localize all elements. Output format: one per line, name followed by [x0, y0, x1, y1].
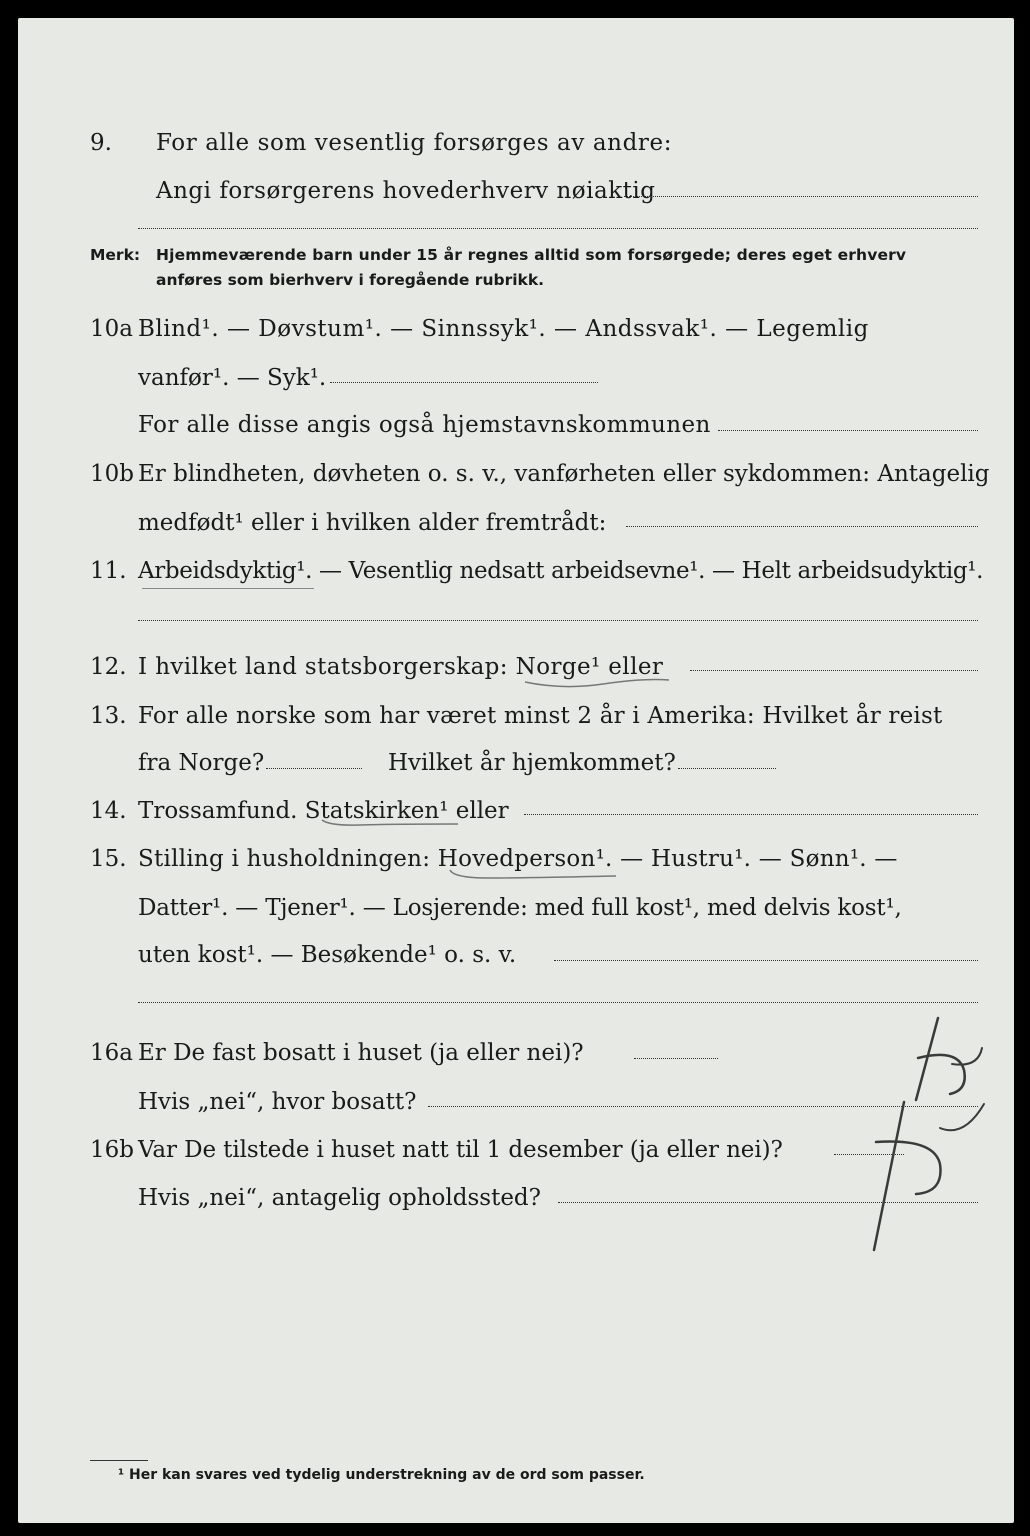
- q11-line1: Arbeidsdyktig¹. — Vesentlig nedsatt arbeidsevne¹. — Helt arbeidsudyktig¹.: [138, 558, 984, 584]
- q10b-number: 10b: [90, 461, 134, 487]
- q10b-line2: medfødt¹ eller i hvilken alder fremtrådt:: [138, 510, 607, 536]
- merk-label: Merk:: [90, 246, 141, 264]
- q10b-answer-line: [626, 526, 978, 527]
- census-form-page: [18, 18, 1014, 1523]
- q16b-line2: Hvis „nei“, antagelig opholdssted?: [138, 1185, 541, 1211]
- q9-number: 9.: [90, 130, 112, 156]
- footnote-rule: [90, 1460, 148, 1461]
- q15-line1: Stilling i husholdningen: Hovedperson¹. — Hustru¹. — Sønn¹. —: [138, 846, 898, 872]
- handwritten-ja-16b: [844, 1082, 994, 1262]
- q14-number: 14.: [90, 798, 127, 824]
- q13-line1: For alle norske som har været minst 2 år i Amerika: Hvilket år reist: [138, 703, 943, 729]
- q15-line2: Datter¹. — Tjener¹. — Losjerende: med full kost¹, med delvis kost¹,: [138, 895, 902, 921]
- q15-number: 15.: [90, 846, 127, 872]
- q11-number: 11.: [90, 558, 127, 584]
- q16a-line2: Hvis „nei“, hvor bosatt?: [138, 1089, 417, 1115]
- hovedperson-underline-mark: [448, 868, 618, 882]
- statskirken-underline-mark: [320, 816, 460, 830]
- q13-hjemkommet-line: [678, 768, 776, 769]
- q10a-answer-line: [330, 382, 598, 383]
- q9-line2: Angi forsørgerens hovederhverv nøiaktig: [156, 178, 656, 204]
- norge-underline-mark: [523, 674, 673, 690]
- q15-answer-line-2: [138, 1002, 978, 1003]
- q12-number: 12.: [90, 654, 127, 680]
- q10a-line1: Blind¹. — Døvstum¹. — Sinnssyk¹. — Andssvak¹. — Legemlig: [138, 316, 869, 342]
- q13-line2b: Hvilket år hjemkommet?: [388, 750, 676, 776]
- q10a-number: 10a: [90, 316, 133, 342]
- q13-reist-line: [266, 768, 362, 769]
- footnote: ¹ Her kan svares ved tydelig understrekning av de ord som passer.: [118, 1467, 645, 1483]
- q15-line3: uten kost¹. — Besøkende¹ o. s. v.: [138, 942, 517, 968]
- q16a-number: 16a: [90, 1040, 133, 1066]
- q13-number: 13.: [90, 703, 127, 729]
- q16b-number: 16b: [90, 1137, 134, 1163]
- q9-line1: For alle som vesentlig forsørges av andre:: [156, 130, 673, 156]
- q9-answer-line: [624, 196, 978, 197]
- q14-line1: Trossamfund. Statskirken¹ eller: [138, 798, 509, 824]
- q16b-line1: Var De tilstede i huset natt til 1 desember (ja eller nei)?: [138, 1137, 783, 1163]
- q11-underline-mark: [142, 588, 314, 589]
- q10b-line1: Er blindheten, døvheten o. s. v., vanførheten eller sykdommen: Antagelig: [138, 461, 990, 487]
- merk-line2: anføres som bierhverv i foregående rubrikk.: [156, 271, 545, 289]
- q15-answer-line: [554, 960, 978, 961]
- q16a-answer-line: [634, 1058, 718, 1059]
- q14-answer-line: [524, 814, 978, 815]
- q10a-line2: vanfør¹. — Syk¹.: [138, 365, 327, 391]
- q12-answer-line: [690, 670, 978, 671]
- q10a-hjemstavn-line: [718, 430, 978, 431]
- q16a-line1: Er De fast bosatt i huset (ja eller nei)?: [138, 1040, 584, 1066]
- q12-line1: I hvilket land statsborgerskap: Norge¹ eller: [138, 654, 664, 680]
- q13-line2a: fra Norge?: [138, 750, 265, 776]
- q9-answer-line-2: [138, 228, 978, 229]
- merk-line1: Hjemmeværende barn under 15 år regnes alltid som forsørgede; deres eget erhverv: [156, 246, 907, 264]
- q10a-line3: For alle disse angis også hjemstavnskommunen: [138, 412, 711, 438]
- q11-answer-line: [138, 620, 978, 621]
